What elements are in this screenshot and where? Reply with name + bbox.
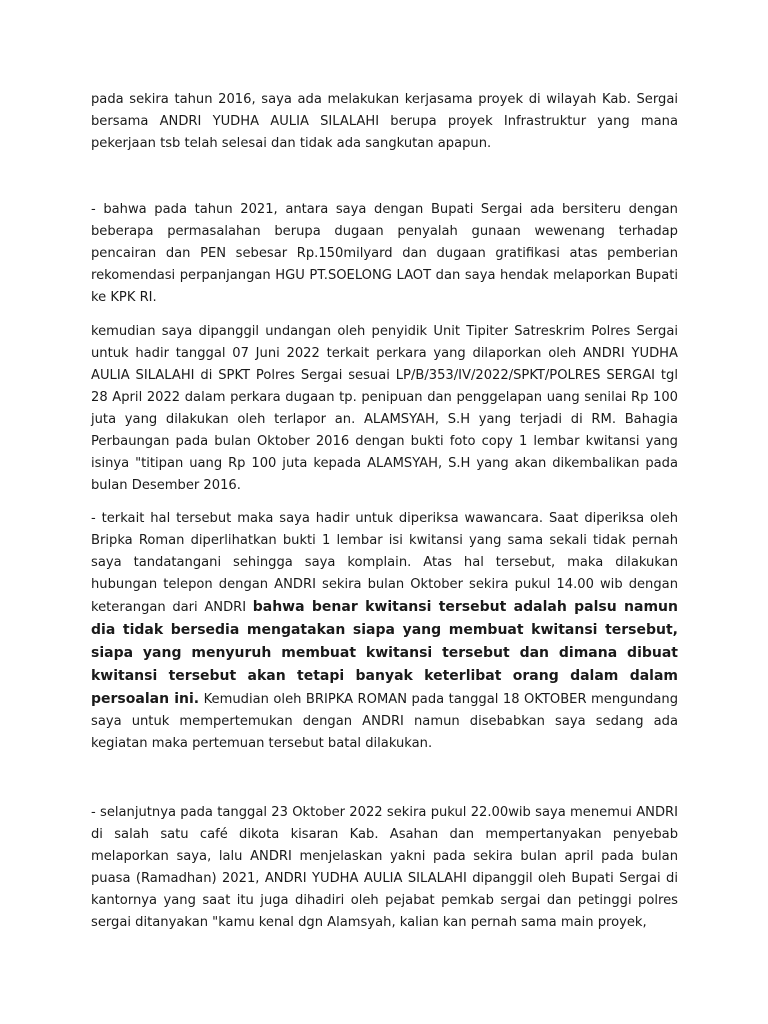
paragraph-examination-outro: Kemudian oleh BRIPKA ROMAN pada tanggal 18 OKTOBER mengundang saya untuk mempertemukan dengan ANDRI namun disebabkan saya sedang ada kegiatan maka pertemuan tersebut batal dilakukan.	[91, 692, 679, 751]
paragraph-examination-bold-statement: bahwa benar kwitansi tersebut adalah palsu namun dia tidak bersedia mengatakan siapa yang membuat kwitansi tersebut, siapa yang menyuruh membuat kwitansi tersebut dan dimana dibuat kwitansi tersebut akan tetapi banyak keterlibat orang dalam dalam persoalan ini.	[91, 599, 678, 707]
paragraph-cafe-meeting: - selanjutnya pada tanggal 23 Oktober 2022 sekira pukul 22.00wib saya menemui ANDRI di salah satu café dikota kisaran Kab. Asahan dan mempertanyakan penyebab melaporkan saya, lalu ANDRI menjelaskan yakni pada sekira bulan april pada bulan puasa (Ramadhan) 2021, ANDRI YUDHA AULIA SILALAHI dipanggil oleh Bupati Sergai di kantornya yang saat itu juga dihadiri oleh pejabat pemkab sergai dan petinggi polres sergai ditanyakan "kamu kenal dgn Alamsyah, kalian kan pernah sama main proyek,	[91, 805, 678, 930]
paragraph-examination	[91, 508, 678, 755]
paragraph-examination-intro: - terkait hal tersebut maka saya hadir untuk diperiksa wawancara. Saat diperiksa oleh Bripka Roman diperlihatkan bukti 1 lembar isi kwitansi yang sama sekali tidak pernah saya tandatangani sehingga saya komplain. Atas hal tersebut, maka dilakukan hubungan telepon dengan ANDRI sekira bulan Oktober sekira pukul 14.00 wib dengan keterangan dari ANDRI	[91, 511, 678, 615]
paragraph-project-cooperation: pada sekira tahun 2016, saya ada melakukan kerjasama proyek di wilayah Kab. Sergai bersama ANDRI YUDHA AULIA SILALAHI berupa proyek Infrastruktur yang mana pekerjaan tsb telah selesai dan tidak ada sangkutan apapun.	[91, 92, 678, 151]
document-page	[91, 89, 678, 934]
paragraph-police-summons: kemudian saya dipanggil undangan oleh penyidik Unit Tipiter Satreskrim Polres Sergai untuk hadir tanggal 07 Juni 2022 terkait perkara yang dilaporkan oleh ANDRI YUDHA AULIA SILALAHI di SPKT Polres Sergai sesuai LP/B/353/IV/2022/SPKT/POLRES SERGAI tgl 28 April 2022 dalam perkara dugaan tp. penipuan dan penggelapan uang senilai Rp 100 juta yang dilakukan oleh terlapor an. ALAMSYAH, S.H yang terjadi di RM. Bahagia Perbaungan pada bulan Oktober 2016 dengan bukti foto copy 1 lembar kwitansi yang isinya "titipan uang Rp 100 juta kepada ALAMSYAH, S.H yang akan dikembalikan pada bulan Desember 2016.	[91, 324, 678, 493]
paragraph-dispute-with-regent: - bahwa pada tahun 2021, antara saya dengan Bupati Sergai ada bersiteru dengan beberapa permasalahan berupa dugaan penyalah gunaan wewenang terhadap pencairan dan PEN sebesar Rp.150milyard dan dugaan gratifikasi atas pemberian rekomendasi perpanjangan HGU PT.SOELONG LAOT dan saya hendak melaporkan Bupati ke KPK RI.	[91, 202, 678, 305]
